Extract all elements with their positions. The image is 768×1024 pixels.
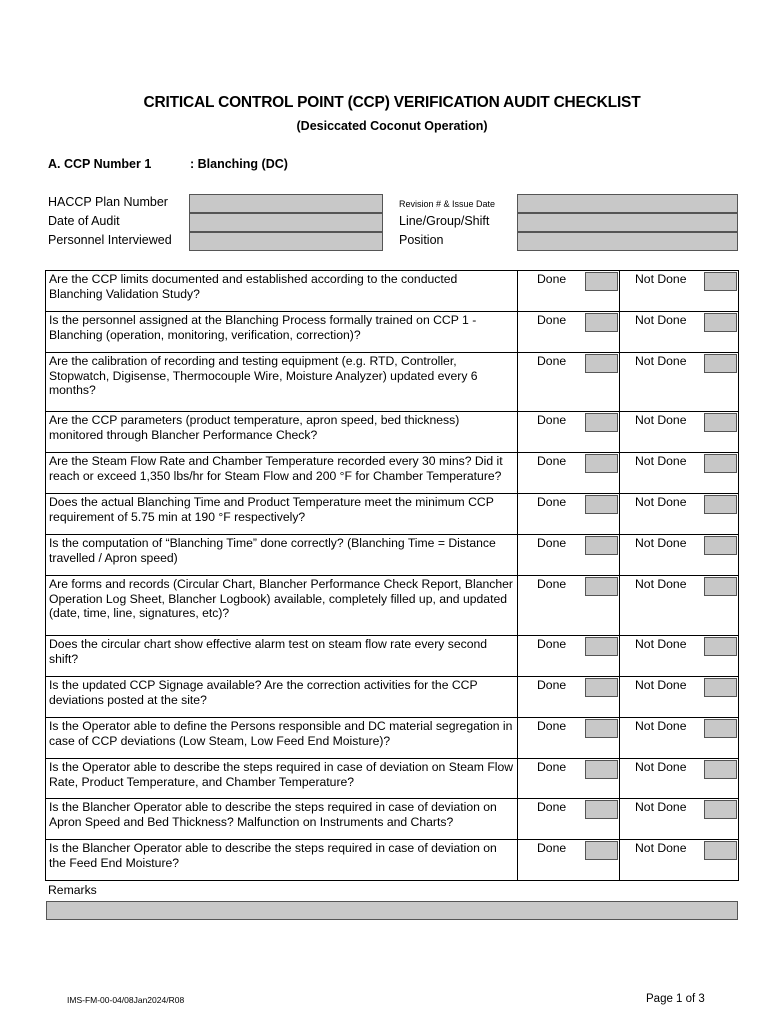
personnel-interviewed-label: Personnel Interviewed: [48, 233, 172, 247]
not-done-cell: [620, 535, 739, 576]
done-label: Done: [537, 313, 567, 327]
checklist-question: Is the updated CCP Signage available? Are the correction activities for the CCP deviations posted at the site?: [46, 677, 518, 718]
document-code: IMS-FM-00-04/08Jan2024/R08: [67, 995, 185, 1005]
done-label: Done: [537, 354, 567, 368]
done-cell: [518, 576, 620, 636]
done-checkbox[interactable]: [585, 454, 618, 473]
not-done-cell: [620, 412, 739, 453]
checklist-table: [45, 270, 739, 881]
done-checkbox[interactable]: [585, 577, 618, 596]
checklist-row: [46, 576, 739, 636]
checklist-row: [46, 535, 739, 576]
not-done-label: Not Done: [635, 719, 687, 733]
line-group-shift-label: Line/Group/Shift: [399, 214, 490, 228]
not-done-label: Not Done: [635, 495, 687, 509]
not-done-label: Not Done: [635, 536, 687, 550]
position-field[interactable]: [517, 232, 738, 251]
done-label: Done: [537, 272, 567, 286]
ccp-number-label: A. CCP Number 1: [48, 157, 152, 171]
not-done-cell: [620, 677, 739, 718]
done-label: Done: [537, 800, 567, 814]
done-label: Done: [537, 637, 567, 651]
checklist-row: [46, 494, 739, 535]
done-cell: [518, 353, 620, 412]
done-cell: [518, 677, 620, 718]
date-of-audit-label: Date of Audit: [48, 214, 120, 228]
not-done-label: Not Done: [635, 313, 687, 327]
done-checkbox[interactable]: [585, 495, 618, 514]
not-done-label: Not Done: [635, 272, 687, 286]
line-group-shift-field[interactable]: [517, 213, 738, 232]
checklist-question: Is the Blancher Operator able to describe the steps required in case of deviation on Apron Speed and Bed Thickness? Malfunction on Instruments and Charts?: [46, 799, 518, 840]
not-done-cell: [620, 840, 739, 881]
done-cell: [518, 312, 620, 353]
checklist-question: Is the personnel assigned at the Blanching Process formally trained on CCP 1 - Blanching (operation, monitoring, verification, correction)?: [46, 312, 518, 353]
not-done-label: Not Done: [635, 354, 687, 368]
checklist-row: [46, 453, 739, 494]
done-cell: [518, 718, 620, 759]
checklist-row: [46, 353, 739, 412]
checklist-question: Is the Operator able to define the Persons responsible and DC material segregation in case of CCP deviations (Low Steam, Low Feed End Moisture)?: [46, 718, 518, 759]
not-done-checkbox[interactable]: [704, 800, 737, 819]
done-cell: [518, 271, 620, 312]
not-done-checkbox[interactable]: [704, 272, 737, 291]
done-checkbox[interactable]: [585, 760, 618, 779]
checklist-row: [46, 312, 739, 353]
checklist-question: Are the Steam Flow Rate and Chamber Temperature recorded every 30 mins? Did it reach or exceed 1,350 lbs/hr for Steam Flow and 200 °F for Chamber Temperature?: [46, 453, 518, 494]
not-done-checkbox[interactable]: [704, 678, 737, 697]
done-label: Done: [537, 413, 567, 427]
checklist-row: [46, 759, 739, 799]
done-cell: [518, 535, 620, 576]
checklist-row: [46, 412, 739, 453]
done-label: Done: [537, 841, 567, 855]
page-number: Page 1 of 3: [646, 993, 705, 1005]
not-done-cell: [620, 271, 739, 312]
not-done-checkbox[interactable]: [704, 354, 737, 373]
done-checkbox[interactable]: [585, 272, 618, 291]
not-done-checkbox[interactable]: [704, 637, 737, 656]
checklist-question: Are forms and records (Circular Chart, Blancher Performance Check Report, Blancher Operation Log Sheet, Blancher Logbook) available, completely filled up, and updated (date, time, line, signatures, etc)?: [46, 576, 518, 636]
not-done-cell: [620, 718, 739, 759]
done-cell: [518, 494, 620, 535]
remarks-field[interactable]: [46, 901, 738, 920]
done-cell: [518, 453, 620, 494]
not-done-cell: [620, 576, 739, 636]
done-checkbox[interactable]: [585, 800, 618, 819]
not-done-checkbox[interactable]: [704, 454, 737, 473]
checklist-question: Does the actual Blanching Time and Product Temperature meet the minimum CCP requirement of 5.75 min at 190 °F respectively?: [46, 494, 518, 535]
not-done-label: Not Done: [635, 577, 687, 591]
checklist-question: Are the CCP parameters (product temperature, apron speed, bed thickness) monitored through Blancher Performance Check?: [46, 412, 518, 453]
checklist-row: [46, 677, 739, 718]
not-done-checkbox[interactable]: [704, 841, 737, 860]
done-cell: [518, 799, 620, 840]
not-done-cell: [620, 353, 739, 412]
done-checkbox[interactable]: [585, 841, 618, 860]
checklist-row: [46, 840, 739, 881]
checklist-row: [46, 271, 739, 312]
personnel-interviewed-field[interactable]: [189, 232, 383, 251]
not-done-checkbox[interactable]: [704, 313, 737, 332]
revision-issue-date-label: Revision # & Issue Date: [399, 199, 496, 209]
date-of-audit-field[interactable]: [189, 213, 383, 232]
not-done-label: Not Done: [635, 413, 687, 427]
not-done-checkbox[interactable]: [704, 495, 737, 514]
checklist-question: Are the calibration of recording and testing equipment (e.g. RTD, Controller, Stopwatch, Digisense, Thermocouple Wire, Moisture Analyzer) updated every 6 months?: [46, 353, 518, 412]
page-title: CRITICAL CONTROL POINT (CCP) VERIFICATION AUDIT CHECKLIST: [143, 94, 641, 111]
done-checkbox[interactable]: [585, 637, 618, 656]
checklist-question: Are the CCP limits documented and established according to the conducted Blanching Validation Study?: [46, 271, 518, 312]
done-checkbox[interactable]: [585, 719, 618, 738]
not-done-checkbox[interactable]: [704, 536, 737, 555]
page-subtitle: (Desiccated Coconut Operation): [296, 119, 488, 133]
not-done-cell: [620, 759, 739, 799]
not-done-label: Not Done: [635, 800, 687, 814]
revision-issue-date-field[interactable]: [517, 194, 738, 213]
checklist-question: Is the computation of “Blanching Time” done correctly? (Blanching Time = Distance travelled / Apron speed): [46, 535, 518, 576]
done-cell: [518, 840, 620, 881]
not-done-label: Not Done: [635, 760, 687, 774]
done-label: Done: [537, 454, 567, 468]
not-done-checkbox[interactable]: [704, 760, 737, 779]
done-checkbox[interactable]: [585, 354, 618, 373]
not-done-label: Not Done: [635, 637, 687, 651]
not-done-checkbox[interactable]: [704, 719, 737, 738]
checklist-row: [46, 718, 739, 759]
ccp-number-value: : Blanching (DC): [190, 157, 288, 171]
done-checkbox[interactable]: [585, 536, 618, 555]
checklist-row: [46, 636, 739, 677]
not-done-cell: [620, 453, 739, 494]
done-cell: [518, 759, 620, 799]
done-label: Done: [537, 678, 567, 692]
haccp-plan-number-label: HACCP Plan Number: [48, 195, 168, 209]
not-done-checkbox[interactable]: [704, 413, 737, 432]
not-done-cell: [620, 494, 739, 535]
done-checkbox[interactable]: [585, 678, 618, 697]
not-done-label: Not Done: [635, 678, 687, 692]
checklist-question: Does the circular chart show effective alarm test on steam flow rate every second shift?: [46, 636, 518, 677]
done-label: Done: [537, 760, 567, 774]
done-label: Done: [537, 536, 567, 550]
position-label: Position: [399, 233, 444, 247]
checklist-question: Is the Operator able to describe the steps required in case of deviation on Steam Flow Rate, Product Temperature, and Chamber Temperature?: [46, 759, 518, 799]
done-cell: [518, 412, 620, 453]
not-done-label: Not Done: [635, 454, 687, 468]
not-done-cell: [620, 636, 739, 677]
done-checkbox[interactable]: [585, 313, 618, 332]
checklist-question: Is the Blancher Operator able to describe the steps required in case of deviation on the Feed End Moisture?: [46, 840, 518, 881]
not-done-label: Not Done: [635, 841, 687, 855]
done-label: Done: [537, 495, 567, 509]
checklist-row: [46, 799, 739, 840]
haccp-plan-number-field[interactable]: [189, 194, 383, 213]
done-checkbox[interactable]: [585, 413, 618, 432]
not-done-cell: [620, 799, 739, 840]
done-label: Done: [537, 719, 567, 733]
done-label: Done: [537, 577, 567, 591]
done-cell: [518, 636, 620, 677]
not-done-checkbox[interactable]: [704, 577, 737, 596]
remarks-label: Remarks: [48, 883, 97, 897]
not-done-cell: [620, 312, 739, 353]
